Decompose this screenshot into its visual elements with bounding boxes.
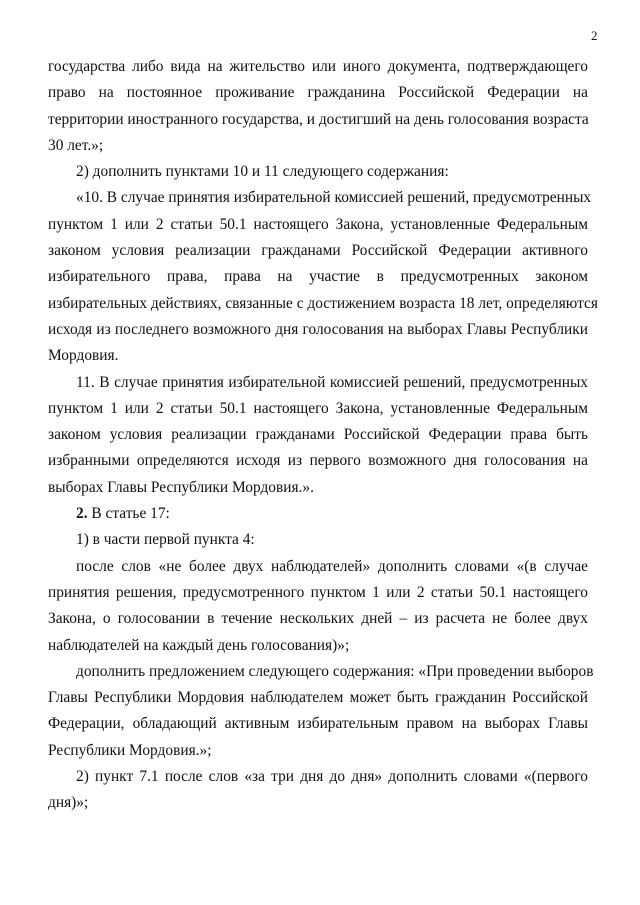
text-line xyxy=(48,738,588,764)
text-line xyxy=(48,185,592,211)
line-text: дополнить предложением следующего содержания: «При проведении выборов xyxy=(76,662,594,680)
line-text: В статье 17: xyxy=(91,505,170,523)
line-text: принятия решения, предусмотренного пунктом 1 или 2 статьи 50.1 настоящего xyxy=(48,583,588,601)
article-number: 2. xyxy=(76,505,88,523)
text-line xyxy=(48,264,588,290)
line-text: пунктом 1 или 2 статьи 50.1 настоящего Закона, установленные Федеральным xyxy=(48,399,588,417)
line-text: избранными определяются исходя из первого возможного дня голосования на xyxy=(48,452,588,470)
text-line xyxy=(48,133,588,159)
line-text: территории иностранного государства, и достигший на день голосования возраста xyxy=(48,110,589,128)
line-text: исходя из последнего возможного дня голосования на выборах Главы Республики xyxy=(48,320,588,338)
text-line xyxy=(48,212,588,238)
text-line xyxy=(48,238,588,264)
text-line xyxy=(48,764,588,790)
line-text: Республики Мордовия.»; xyxy=(48,741,212,759)
line-text: Закона, о голосовании в течение нескольких дней – из расчета не более двух xyxy=(48,610,588,628)
line-text: законом условия реализации гражданами Российской Федерации права быть xyxy=(48,426,588,444)
text-line xyxy=(48,54,588,80)
text-line xyxy=(48,527,588,553)
line-text: 30 лет.»; xyxy=(48,136,104,154)
line-text: пунктом 1 или 2 статьи 50.1 настоящего Закона, установленные Федеральным xyxy=(48,215,588,233)
text-line xyxy=(48,107,588,133)
line-text: выборах Главы Республики Мордовия.». xyxy=(48,478,314,496)
line-text: Мордовия. xyxy=(48,347,119,365)
text-line xyxy=(48,606,588,632)
text-line xyxy=(48,659,594,685)
text-line xyxy=(48,396,588,422)
line-text: дня)»; xyxy=(48,794,89,812)
line-text: 1) в части первой пункта 4: xyxy=(76,531,255,549)
text-line xyxy=(48,343,588,369)
text-line xyxy=(48,790,588,816)
document-body xyxy=(48,54,598,817)
line-text: 2) дополнить пунктами 10 и 11 следующего содержания: xyxy=(76,163,449,181)
text-line xyxy=(48,80,588,106)
text-line xyxy=(48,633,588,659)
line-text: «10. В случае принятия избирательной комиссией решений, предусмотренных xyxy=(76,189,592,207)
text-line xyxy=(48,711,588,737)
line-text: избирательных действиях, связанные с достижением возраста 18 лет, определяются xyxy=(48,294,598,312)
line-text: право на постоянное проживание гражданина Российской Федерации на xyxy=(48,84,588,102)
text-line xyxy=(48,580,588,606)
text-line xyxy=(48,291,598,317)
text-line xyxy=(48,317,588,343)
line-text: Федерации, обладающий активным избирательным правом на выборах Главы xyxy=(48,715,588,733)
text-line xyxy=(48,159,588,185)
text-line xyxy=(48,685,588,711)
line-text: законом условия реализации гражданами Российской Федерации активного xyxy=(48,242,588,260)
line-text: избирательного права, права на участие в предусмотренных законом xyxy=(48,268,588,286)
text-line xyxy=(48,370,588,396)
page-number: 2 xyxy=(591,28,598,43)
text-line xyxy=(48,475,588,501)
text-line xyxy=(48,448,588,474)
text-line xyxy=(48,422,588,448)
line-text: после слов «не более двух наблюдателей» дополнить словами «(в случае xyxy=(76,557,588,575)
text-line xyxy=(48,554,588,580)
line-text: 2) пункт 7.1 после слов «за три дня до дня» дополнить словами «(первого xyxy=(76,768,588,786)
line-text: Главы Республики Мордовия наблюдателем может быть гражданин Российской xyxy=(48,689,588,707)
text-line xyxy=(48,501,588,527)
line-text: государства либо вида на жительство или иного документа, подтверждающего xyxy=(48,58,588,75)
line-text: 11. В случае принятия избирательной комиссией решений, предусмотренных xyxy=(76,373,588,391)
line-text: наблюдателей на каждый день голосования)»; xyxy=(48,636,350,654)
